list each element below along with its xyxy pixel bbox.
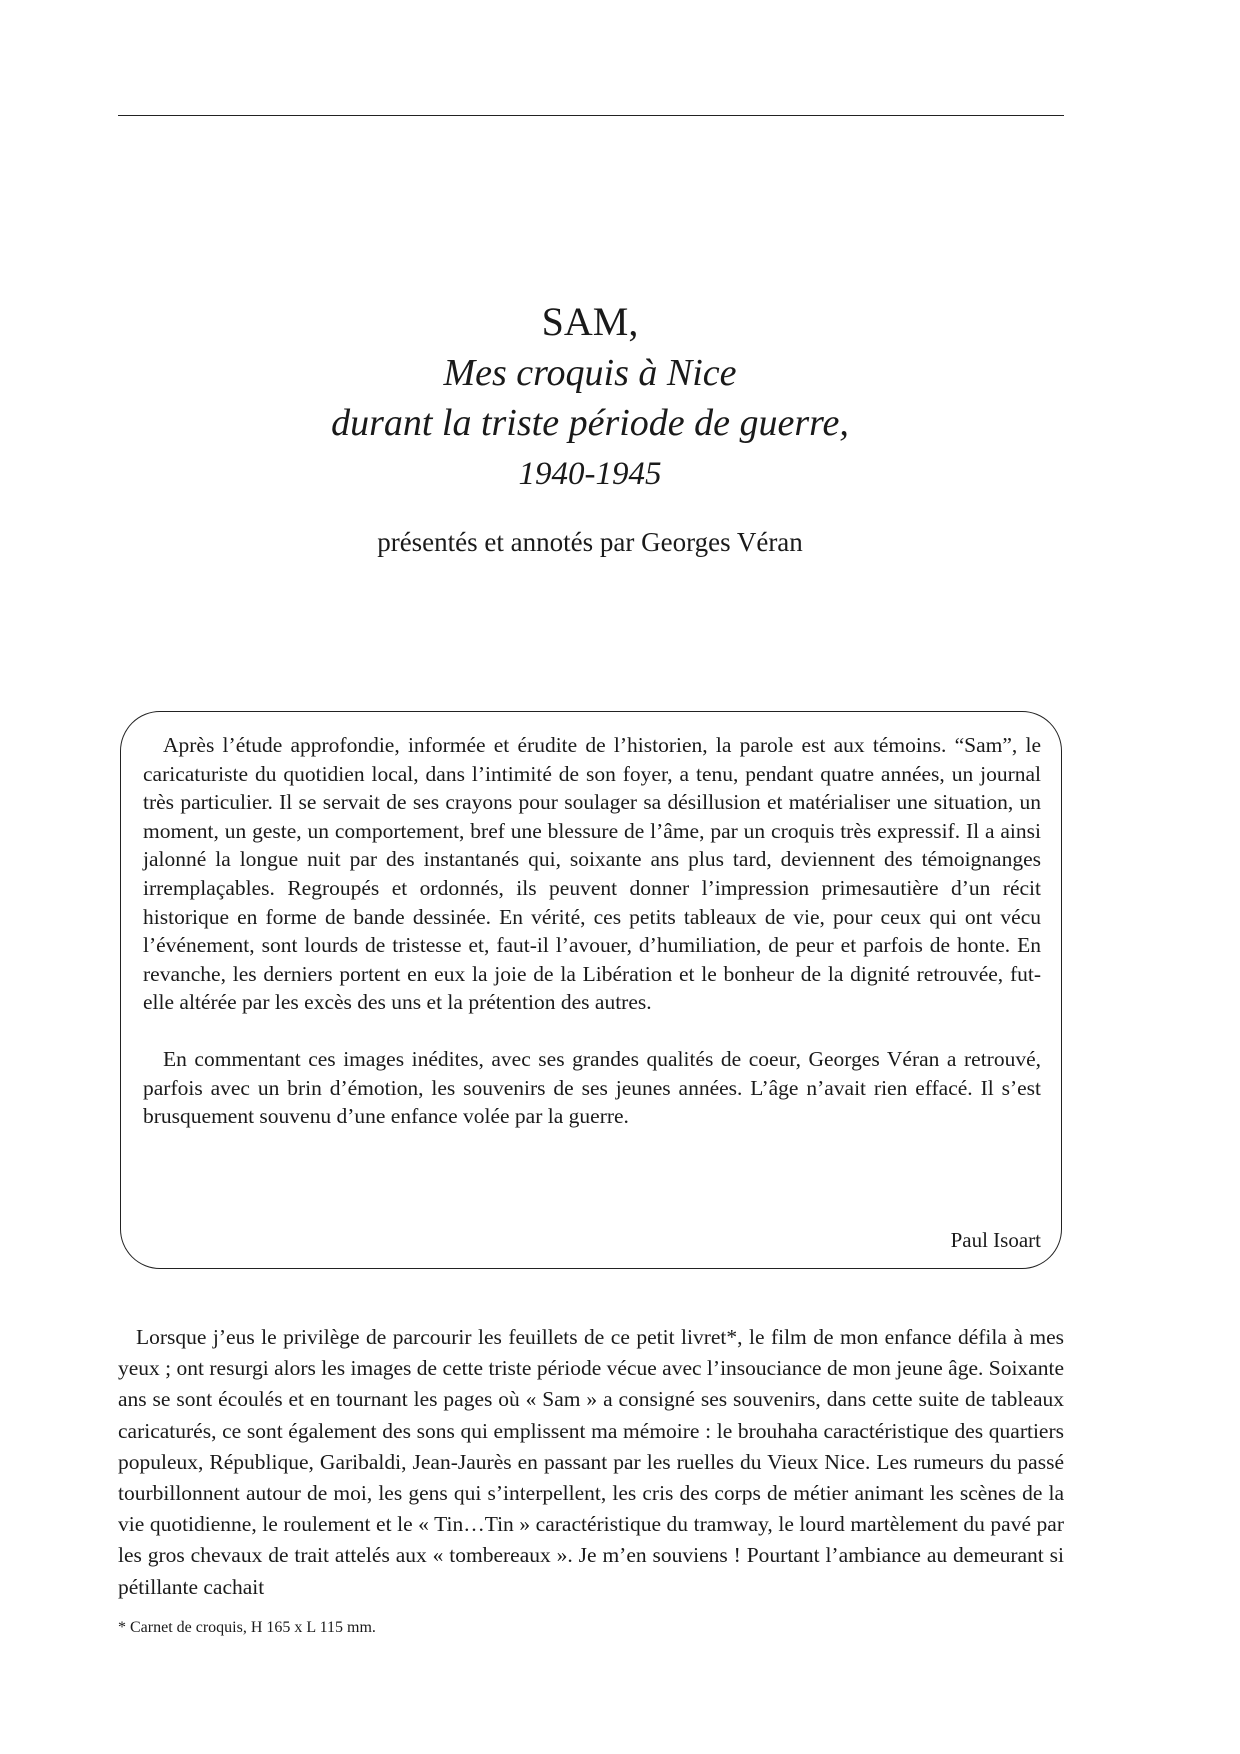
- subtitle-line-1: Mes croquis à Nice: [443, 352, 737, 394]
- preface-paragraph: En commentant ces images inédites, avec ses grandes qualités de coeur, Georges Véran a retrouvé, parfois avec un brin d’émotion, les souvenirs de ses jeunes années. L’âge n’avait rien effacé. Il s’est brusquement souvenu d’une enfance volée par la guerre.: [143, 1046, 1041, 1129]
- body-paragraph: Lorsque j’eus le privilège de parcourir les feuillets de ce petit livret*, le film de mon enfance défila à mes yeux ; ont resurgi alors les images de cette triste période vécue avec l’insouciance de mon jeune âge. Soixante ans se sont écoulés et en tournant les pages où « Sam » a consigné ses souvenirs, dans cette suite de tableaux caricaturés, ce sont également des sons qui emplissent ma mémoire : le brouhaha caractéristique des quartiers populeux, République, Garibaldi, Jean-Jaurès en passant par les ruelles du Vieux Nice. Les rumeurs du passé tourbillonnent autour de moi, les gens qui s’interpellent, les cris des corps de métier animant les scènes de la vie quotidienne, le roulement et le « Tin…Tin » caractéristique du tramway, le lourd martèlement du pavé par les gros chevaux de trait attelés aux « tombereaux ». Je m’en souviens ! Pourtant l’ambiance au demeurant si pétillante cachait: [118, 1325, 1064, 1599]
- preface-paragraph: Après l’étude approfondie, informée et érudite de l’historien, la parole est aux témoins. “Sam”, le caricaturiste du quotidien local, dans l’intimité de son foyer, a tenu, pendant quatre années, un journal très particulier. Il se servait de ses crayons pour soulager sa désillusion et matérialiser une situation, un moment, un geste, un comportement, bref une blessure de l’âme, par un croquis très expressif. Il a ainsi jalonné la longue nuit par des instantanés qui, soixante ans plus tard, deviennent des témoignanges irremplaçables. Regroupés et ordonnés, ils peuvent donner l’impression primesautière d’un récit historique en forme de bande dessinée. En vérité, ces petits tableaux de vie, pour ceux qui ont vécu l’événement, sont lourds de tristesse et, faut-il l’avouer, d’humiliation, de peur et parfois de honte. En revanche, les derniers portent en eux la joie de la Libération et le bonheur de la dignité retrouvée, fut-elle altérée par les excès des uns et la prétention des autres.: [143, 733, 1041, 1015]
- title-main: SAM,: [541, 299, 639, 344]
- preface-text: [143, 731, 1041, 1131]
- footnote: * Carnet de croquis, H 165 x L 115 mm.: [118, 1619, 376, 1636]
- title-years: 1940-1945: [518, 456, 662, 492]
- preface-signature: Paul Isoart: [950, 1228, 1041, 1252]
- title-block: [0, 296, 1180, 500]
- subtitle-line-2: durant la triste période de guerre,: [331, 402, 849, 444]
- body-text: [118, 1322, 1064, 1603]
- header-rule: [118, 115, 1064, 116]
- byline: présentés et annotés par Georges Véran: [377, 527, 803, 557]
